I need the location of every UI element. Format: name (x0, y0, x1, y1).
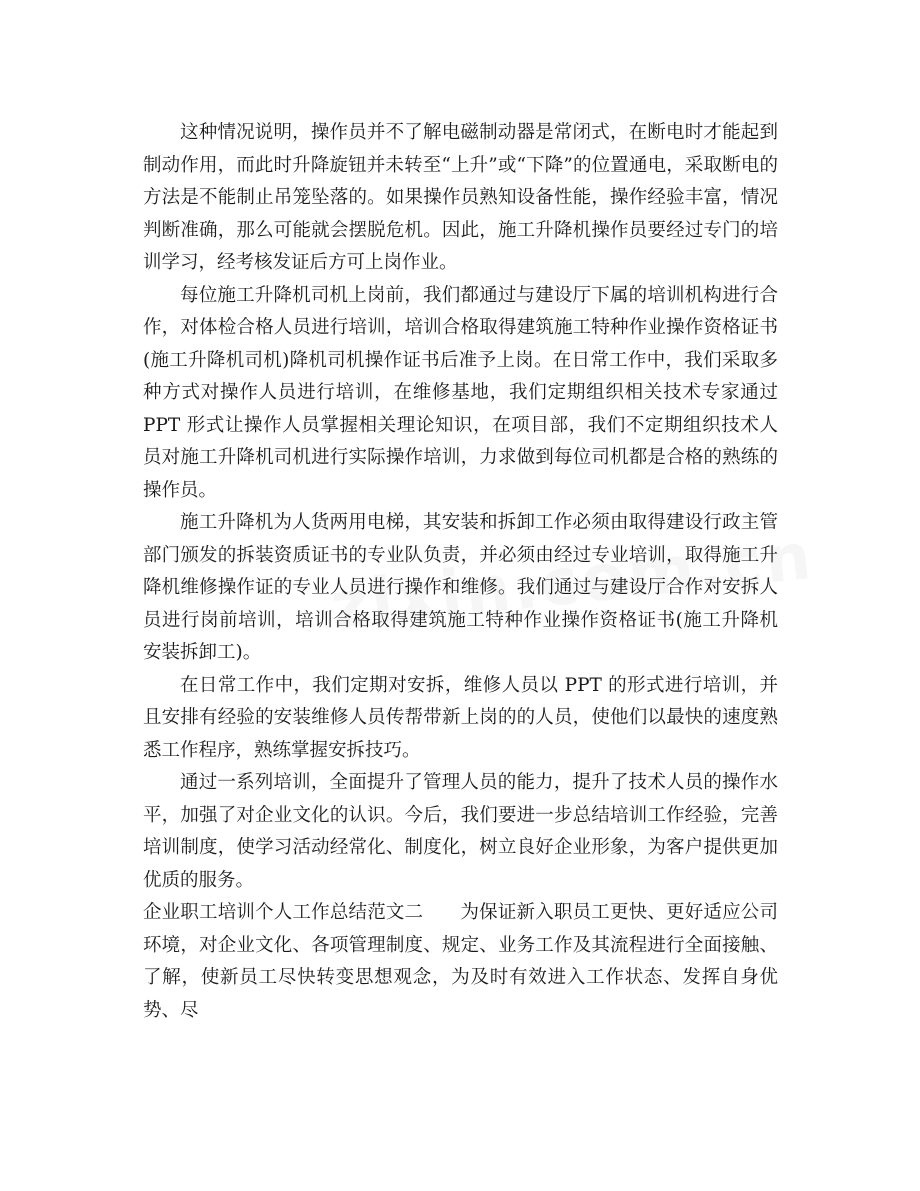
paragraph-5: 通过一系列培训，全面提升了管理人员的能力，提升了技术人员的操作水平，加强了对企业文化的认识。今后，我们要进一步总结培训工作经验，完善培训制度，使学习活动经常化、制度化，树立良好企业形象，为客户提供更加优质的服务。 (143, 772, 778, 891)
section-title: 企业职工培训个人工作总结范文二 (143, 902, 424, 923)
section-paragraph (143, 897, 778, 1027)
document-body (143, 117, 778, 1027)
paragraph-1: 这种情况说明，操作员并不了解电磁制动器是常闭式，在断电时才能起到制动作用，而此时升降旋钮并未转至“上升”或“下降”的位置通电，采取断电的方法是不能制止吊笼坠落的。如果操作员熟知设备性能，操作经验丰富，情况判断准确，那么可能就会摆脱危机。因此，施工升降机操作员要经过专门的培训学习，经考核发证后方可上岗作业。 (143, 122, 778, 273)
paragraph-4: 在日常工作中，我们定期对安拆，维修人员以 PPT 的形式进行培训，并且安排有经验的安装维修人员传帮带新上岗的的人员，使他们以最快的速度熟悉工作程序，熟练掌握安拆技巧。 (143, 674, 778, 761)
paragraph-2: 每位施工升降机司机上岗前，我们都通过与建设厅下属的培训机构进行合作，对体检合格人员进行培训，培训合格取得建筑施工特种作业操作资格证书(施工升降机司机)降机司机操作证书后准予上岗。在日常工作中，我们采取多种方式对操作人员进行培训，在维修基地，我们定期组织相关技术专家通过 PPT 形式让操作人员掌握相关理论知识，在项目部，我们不定期组织技术人员对施工升降机司机进行实际操作培训，力求做到每位司机都是合格的熟练的操作员。 (143, 284, 778, 501)
section-intro-text: 为保证新入职员工更快、更好适应公司环境，对企业文化、各项管理制度、规定、业务工作及其流程进行全面接触、了解，使新员工尽快转变思想观念，为及时有效进入工作状态、发挥自身优势、尽 (143, 902, 778, 1021)
paragraph-3: 施工升降机为人货两用电梯，其安装和拆卸工作必须由取得建设行政主管部门颁发的拆装资质证书的专业队负责，并必须由经过专业培训，取得施工升降机维修操作证的专业人员进行操作和维修。我们通过与建设厅合作对安拆人员进行岗前培训，培训合格取得建筑施工特种作业操作资格证书(施工升降机安装拆卸工)。 (143, 512, 778, 663)
